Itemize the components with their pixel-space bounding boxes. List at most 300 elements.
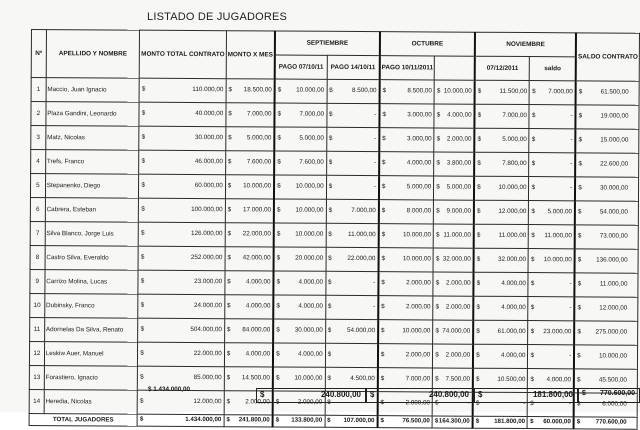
amount-cell-p2 [325,295,378,319]
currency-sign: $ [380,399,385,407]
amount-cell-total [138,342,225,367]
amount-value: 11.500,00 [499,87,528,96]
amount-cell-mes [225,223,274,247]
amount-cell-p2 [327,79,380,103]
amount-cell-p1 [274,199,326,223]
currency-sign: $ [577,328,581,336]
table-row [31,150,639,178]
amount-cell-p6 [529,177,575,201]
amount-value: 22.000,00 [193,350,222,358]
amount-cell-mes [225,199,274,223]
amount-cell-saldo [574,345,637,369]
header-num: Nº [31,30,46,78]
player-name: Plaza Gandini, Leonardo [46,102,140,127]
amount-cell-saldo [576,81,639,105]
player-name: Dubinsky, Franco [44,294,138,319]
amount-cell-mes [225,175,274,199]
currency-sign: $ [226,326,231,334]
amount-cell-p1 [274,103,326,127]
amount-cell-p5 [475,104,530,128]
amount-cell-p3 [378,272,433,296]
octubre-sum: 240.800,00 [428,390,469,399]
row-number: 4 [31,150,46,174]
currency-sign: $ [140,373,144,381]
amount-cell-saldo [575,249,638,273]
currency-sign: $ [531,232,535,240]
amount-value: - [373,279,376,287]
table-row [30,293,638,321]
amount-cell-p6 [530,81,576,105]
amount-value: 110.000,00 [192,85,224,94]
currency-sign: $ [531,160,536,168]
currency-sign: $ [141,133,146,141]
amount-cell-p1 [273,319,325,343]
amount-value: 8.500,00 [407,87,432,95]
table-row [30,317,638,345]
currency-sign: $ [328,230,332,238]
amount-value: 8.000,00 [406,207,432,215]
amount-value: 164.300,00 [438,417,470,425]
amount-cell-p3 [379,80,434,104]
amount-value: 6.000,00 [602,400,627,408]
amount-cell-p6 [528,417,574,429]
amount-cell-p1 [274,223,326,247]
amount-value: 1.434.000,00 [185,415,222,424]
currency-sign: $ [578,208,582,216]
table-row [30,245,638,273]
currency-sign: $ [577,280,582,288]
currency-sign: $ [141,109,146,117]
amount-value: 504.000,00 [190,325,222,334]
player-name: Maccio, Juan Ignacio [46,78,140,103]
amount-cell-p6 [528,273,574,297]
currency-sign: $ [277,182,281,190]
amount-value: 252.000,00 [190,253,223,262]
amount-cell-saldo [575,153,638,177]
amount-cell-p1 [273,343,325,367]
currency-sign: $ [582,390,586,397]
currency-sign: $ [435,327,439,335]
currency-sign: $ [436,111,441,119]
amount-cell-p2 [326,103,379,127]
amount-value: 7.600,00 [246,158,272,166]
amount-value: 8.500,00 [351,86,377,95]
amount-cell-saldo [575,273,638,297]
currency-sign: $ [530,400,534,408]
player-name: Heredia, Nicolas [44,390,138,415]
amount-cell-p5 [473,296,528,320]
amount-value: 5.000,00 [547,208,573,216]
player-name: Matz, Nicolas [46,126,140,151]
currency-sign: $ [276,326,280,334]
amount-value: 9.000,00 [446,207,472,215]
amount-value: 10.000,00 [402,231,432,239]
amount-value: 45.500,00 [598,376,627,384]
amount-cell-p6 [529,225,575,249]
currency-sign: $ [531,112,536,120]
amount-value: 46.000,00 [194,158,223,166]
amount-value: - [569,352,572,360]
amount-value: - [570,136,573,144]
currency-sign: $ [275,398,280,406]
amount-value: 17.000,00 [242,206,271,214]
player-name: Silva Blanco, Jorge Luis [45,222,139,247]
amount-value: 5.000,00 [246,134,272,142]
amount-cell-p1 [274,175,326,199]
currency-sign: $ [141,85,146,93]
amount-value: 3.800,00 [446,159,472,167]
player-name: Carrizo Molina, Lucas [45,270,139,295]
saldo-sum: 770.600,00 [599,390,635,397]
amount-cell-p5 [473,344,528,368]
amount-value: 107.000,00 [343,416,375,425]
amount-cell-p2 [326,175,379,199]
currency-sign: $ [531,256,535,264]
row-number: 8 [30,245,45,269]
amount-value: 11.000,00 [348,230,376,239]
amount-value: 4.000,00 [245,350,271,358]
currency-sign: $ [576,400,581,408]
amount-value: 18.500,00 [243,86,272,94]
amount-value: 76.500,00 [402,417,430,425]
currency-sign: $ [476,207,481,215]
amount-cell-p1 [274,247,326,271]
amount-value: 10.000,00 [294,374,323,382]
amount-value: 22.000,00 [242,230,271,238]
amount-value: 4.500,00 [350,374,375,383]
currency-sign: $ [531,136,536,144]
currency-sign: $ [141,205,145,213]
currency-sign: $ [227,278,231,286]
amount-value: 22.600,00 [600,160,629,168]
currency-sign: $ [276,302,280,310]
amount-value: 7.600,00 [299,158,324,166]
currency-sign: $ [531,208,535,216]
currency-sign: $ [327,398,331,406]
amount-cell-saldo [575,225,638,249]
currency-sign: $ [435,375,439,383]
amount-value: - [569,280,572,288]
noviembre-sum: 181.800,00 [532,390,573,399]
amount-value: 7.000,00 [247,110,272,118]
amount-cell-p6 [528,249,574,273]
currency-sign: $ [477,87,482,95]
amount-cell-p3 [379,176,434,200]
amount-value: 7.800,00 [502,159,527,168]
amount-cell-p4 [434,152,475,176]
currency-sign: $ [226,350,231,358]
amount-value: 61.500,00 [600,88,629,96]
amount-value: 73.000,00 [599,232,628,240]
amount-cell-mes [224,415,273,427]
player-name: Adornelas Da Silva, Renato [44,318,138,343]
amount-cell-total [138,246,225,271]
amount-cell-p2 [326,223,379,247]
currency-sign: $ [380,351,385,359]
currency-sign: $ [530,352,535,360]
amount-cell-total [137,414,224,427]
amount-value: 2.000,00 [405,399,430,407]
header-septiembre: SEPTIEMBRE [275,31,380,56]
amount-cell-p6 [529,153,575,177]
amount-value: 2.000,00 [406,279,431,287]
amount-value: 5.000,00 [406,183,432,191]
amount-value: 20.000,00 [295,254,324,262]
currency-sign: $ [578,136,583,144]
amount-cell-total [139,102,226,127]
currency-sign: $ [577,352,581,360]
amount-value: 10.000,00 [295,182,324,190]
currency-sign: $ [327,302,332,310]
noviembre-sum-box [474,388,578,403]
currency-sign: $ [227,182,232,190]
amount-value: 30.000,00 [600,184,629,192]
amount-value: 10.000,00 [295,206,324,214]
currency-sign: $ [435,231,440,239]
amount-value: - [372,399,375,407]
currency-sign: $ [530,376,534,384]
amount-value: 11.000,00 [443,231,471,239]
currency-sign: $ [475,399,480,407]
amount-value: 12.000,00 [599,304,628,312]
player-name: Cabrera, Esteban [45,198,139,223]
currency-sign: $ [476,255,481,263]
page-title: LISTADO DE JUGADORES [147,11,288,23]
currency-sign: $ [227,206,232,214]
amount-cell-p4 [433,248,474,272]
amount-value: 4.000,00 [501,303,526,312]
currency-sign: $ [140,397,144,405]
amount-cell-saldo [574,297,637,321]
amount-value: 32.000,00 [442,255,471,263]
row-number: 11 [30,317,45,341]
amount-value: 4.000,00 [298,278,324,286]
row-number: 9 [30,269,45,293]
currency-sign: $ [381,255,385,263]
amount-value: 2.000,00 [297,398,323,406]
amount-cell-p4 [433,272,474,296]
amount-value: 12.000,00 [498,207,527,216]
currency-sign: $ [380,417,384,425]
player-name: Leskiw Auer, Manuel [44,342,138,367]
currency-sign: $ [148,386,152,393]
header-noviembre: NOVIEMBRE [475,32,576,57]
amount-cell-p4 [433,320,474,344]
header-saldo: saldo [530,57,576,81]
amount-cell-p5 [474,128,529,152]
player-name: Castro Silva, Everaldo [45,246,139,271]
currency-sign: $ [381,207,386,215]
amount-value: 2.000,00 [446,135,472,143]
amount-cell-p3 [379,152,434,176]
currency-sign: $ [140,277,145,285]
amount-value: 4.000,00 [447,111,472,119]
amount-value: 2.000,00 [446,279,471,287]
totals-row [29,413,637,429]
amount-value: 7.000,00 [405,375,431,383]
amount-value: - [570,160,573,168]
amount-cell-p3 [378,344,433,368]
amount-value: 2.000,00 [245,398,270,406]
amount-cell-p4 [434,200,475,224]
table-row [30,221,638,249]
amount-value: 181.800,00 [494,417,526,426]
amount-value: 3.000,00 [407,111,432,119]
currency-sign: $ [475,375,480,383]
amount-value: 30.000,00 [195,134,224,142]
amount-cell-mes [225,151,274,175]
currency-sign: $ [141,157,146,165]
amount-value: 770.600,00 [595,418,627,426]
currency-sign: $ [436,183,440,191]
currency-sign: $ [327,416,331,424]
amount-value: - [570,184,573,192]
currency-sign: $ [577,304,582,312]
septiembre-sum: 240.800,00 [320,390,361,399]
amount-value: 7.000,00 [299,110,325,118]
currency-sign: $ [578,112,583,120]
amount-cell-p4 [432,416,472,428]
amount-value: 5.000,00 [446,183,472,191]
amount-cell-total [139,198,226,223]
amount-cell-p2 [325,343,378,367]
amount-value: 10.000,00 [402,255,431,263]
table-row [29,341,637,369]
currency-sign: $ [227,158,232,166]
currency-sign: $ [530,280,535,288]
amount-cell-mes [226,79,275,103]
amount-value: 5.000,00 [502,135,527,144]
currency-sign: $ [140,349,144,357]
amount-value: 241.800,00 [238,416,270,424]
row-number: 3 [31,126,46,150]
currency-sign: $ [328,254,332,262]
amount-value: 5.000,00 [299,134,324,142]
currency-sign: $ [277,110,282,118]
amount-cell-p4 [433,224,474,248]
amount-cell-total [139,150,226,175]
currency-sign: $ [382,87,387,95]
currency-sign: $ [327,374,331,382]
amount-cell-p1 [273,295,325,319]
currency-sign: $ [577,376,581,384]
header-name: APELLIDO Y NOMBRE [46,30,140,79]
amount-cell-total [138,294,225,319]
saldo-sum-box [578,388,640,403]
currency-sign: $ [577,256,582,264]
amount-value: - [373,303,376,311]
currency-sign: $ [532,88,536,96]
amount-value: - [373,183,376,191]
amount-cell-p4 [433,344,474,368]
amount-value: 2.000,00 [445,351,471,359]
header-monto-mes: MONTO X MES [226,31,275,79]
row-number: 1 [31,78,46,102]
currency-sign: $ [476,351,480,359]
amount-cell-p6 [528,321,574,345]
currency-sign: $ [577,232,582,240]
amount-value: 23.000,00 [543,328,572,336]
amount-cell-p5 [475,80,530,104]
amount-cell-mes [226,103,275,127]
amount-value: 19.000,00 [600,112,629,120]
currency-sign: $ [226,416,230,424]
amount-value: 133.800,00 [291,416,323,424]
amount-value: 15.000,00 [600,136,629,144]
currency-sign: $ [477,159,481,167]
currency-sign: $ [275,374,280,382]
header-saldo-contrato: SALDO CONTRATO [576,33,640,81]
table-row [30,174,638,202]
currency-sign: $ [381,183,386,191]
table-row [31,78,639,106]
amount-cell-p5 [474,224,529,248]
amount-cell-saldo [574,321,637,345]
amount-value: 10.000,00 [296,86,325,94]
currency-sign: $ [476,279,481,287]
amount-value: 7.500,00 [445,375,471,383]
currency-sign: $ [435,351,439,359]
amount-value: 275.000,00 [595,328,628,336]
currency-sign: $ [578,184,582,192]
amount-value: 4.000,00 [298,302,323,310]
amount-value: 84.000,00 [242,326,271,334]
amount-value: 100.000,00 [191,205,223,214]
amount-value: 60.000,00 [543,418,571,426]
amount-cell-p4 [434,104,475,128]
amount-value: 10.000,00 [598,352,628,360]
player-name: Stepanenko, Diego [45,174,139,199]
amount-value: - [569,304,572,312]
currency-sign: $ [530,328,535,336]
amount-value: 40.000,00 [195,110,224,118]
amount-cell-p6 [528,345,574,369]
amount-value: 14.500,00 [241,374,270,382]
amount-cell-p4 [434,80,475,104]
currency-sign: $ [329,86,333,94]
amount-cell-p1 [274,151,326,175]
amount-cell-p2 [325,415,378,427]
amount-cell-p1 [274,127,326,151]
amount-cell-saldo [575,129,638,153]
table-row [31,126,639,154]
amount-value: 3.000,00 [407,135,432,143]
amount-cell-p3 [379,224,434,248]
amount-cell-p2 [325,271,378,295]
header-dic-0712: 07/12/2011 [475,56,530,80]
amount-value: 10.500,00 [497,375,526,384]
table-row [30,269,638,297]
amount-cell-p3 [377,416,432,428]
amount-cell-p6 [529,129,575,153]
currency-sign: $ [434,417,439,425]
currency-sign: $ [530,304,535,312]
header-octubre: OCTUBRE [380,32,475,57]
amount-value: 7.000,00 [502,111,527,120]
amount-value: 10.000,00 [243,182,272,190]
row-number: 14 [29,389,44,413]
amount-value: - [374,135,377,143]
currency-sign: $ [139,415,144,423]
currency-sign: $ [436,135,441,143]
row-number: 10 [30,293,45,317]
amount-cell-saldo [574,417,637,429]
septiembre-sum-box [256,388,366,403]
currency-sign: $ [228,86,232,94]
amount-value: 60.000,00 [194,182,223,190]
amount-cell-mes [224,295,273,319]
header-pago-1011: PAGO 10/11/2011 [380,56,435,80]
